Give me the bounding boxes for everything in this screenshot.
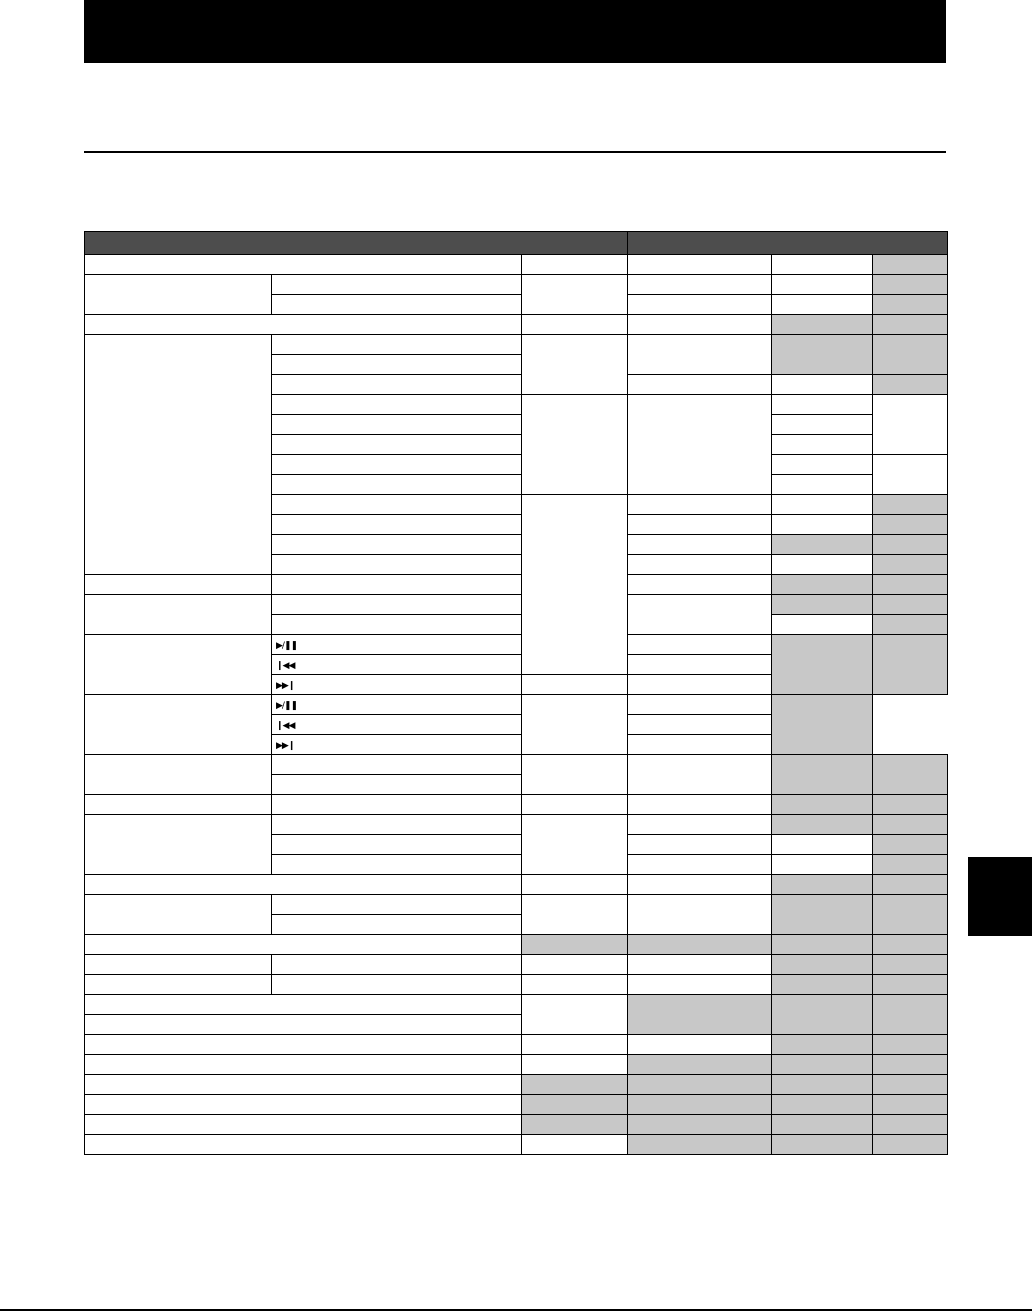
table-cell-unavailable	[873, 795, 948, 815]
table-cell	[85, 1055, 522, 1075]
play-pause-icon: ▶/❚❚	[276, 640, 298, 651]
table-row	[85, 255, 948, 275]
table-cell	[772, 415, 873, 435]
table-cell-unavailable	[772, 1095, 873, 1115]
table-cell-unavailable	[873, 495, 948, 515]
table-cell	[522, 335, 628, 395]
table-cell	[628, 555, 772, 575]
table-cell-unavailable	[628, 995, 772, 1035]
table-cell	[628, 955, 772, 975]
table-cell-unavailable	[873, 1135, 948, 1155]
table-cell	[85, 635, 272, 695]
table-cell	[85, 595, 272, 635]
table-row	[85, 315, 948, 335]
table-cell	[772, 495, 873, 515]
table-cell-unavailable	[873, 315, 948, 335]
table-cell-unavailable	[772, 895, 873, 935]
table-cell	[272, 535, 522, 555]
table-cell	[522, 1035, 628, 1055]
table-cell	[772, 855, 873, 875]
skip-forward-icon: ▶▶❙	[276, 680, 295, 691]
table-row	[85, 895, 948, 915]
play-pause-icon: ▶/❚❚	[276, 700, 298, 711]
table-cell	[85, 895, 272, 935]
table-cell	[272, 795, 522, 815]
table-cell	[628, 815, 772, 835]
table-cell-unavailable	[873, 295, 948, 315]
table-cell-unavailable	[772, 1075, 873, 1095]
table-cell-unavailable	[873, 755, 948, 795]
skip-back-icon: ❙◀◀	[276, 720, 295, 731]
table-cell-unavailable	[628, 1055, 772, 1075]
table-row	[85, 1135, 948, 1155]
table-cell-unavailable	[772, 1115, 873, 1135]
table-cell	[272, 355, 522, 375]
table-cell-unavailable	[873, 275, 948, 295]
table-cell	[628, 495, 772, 515]
table-cell	[522, 795, 628, 815]
table-cell	[85, 995, 522, 1015]
table-cell	[85, 875, 522, 895]
table-cell	[272, 735, 522, 755]
table-cell-unavailable	[628, 1095, 772, 1115]
table-cell	[772, 475, 873, 495]
header-device-cell	[628, 232, 948, 255]
table-cell	[873, 455, 948, 495]
table-cell	[522, 1135, 628, 1155]
table-cell	[272, 635, 522, 655]
table-cell	[85, 315, 522, 335]
table-cell	[628, 835, 772, 855]
table-cell	[522, 395, 628, 495]
table-row	[85, 1035, 948, 1055]
table-row	[85, 695, 948, 715]
table-cell-unavailable	[873, 1075, 948, 1095]
table-cell	[85, 815, 272, 875]
table-cell-unavailable	[873, 875, 948, 895]
table-cell-unavailable	[772, 635, 873, 695]
table-cell	[628, 655, 772, 675]
table-cell	[85, 1135, 522, 1155]
table-cell-unavailable	[772, 755, 873, 795]
table-row	[85, 755, 948, 775]
table-cell-unavailable	[873, 255, 948, 275]
table-cell	[873, 395, 948, 455]
table-cell	[272, 275, 522, 295]
table-row	[85, 1115, 948, 1135]
table-cell	[272, 495, 522, 515]
table-cell	[628, 715, 772, 735]
skip-back-icon: ❙◀◀	[276, 660, 295, 671]
table-cell	[522, 755, 628, 795]
table-cell	[272, 955, 522, 975]
table-cell-unavailable	[873, 1095, 948, 1115]
table-cell	[85, 695, 272, 755]
table-cell	[272, 475, 522, 495]
table-cell	[85, 1115, 522, 1135]
table-cell	[628, 975, 772, 995]
table-cell-unavailable	[772, 595, 873, 615]
table-cell	[85, 1015, 522, 1035]
table-cell-unavailable	[772, 875, 873, 895]
table-cell	[272, 435, 522, 455]
table-cell	[628, 395, 772, 495]
table-cell	[772, 275, 873, 295]
table-cell	[628, 295, 772, 315]
table-cell-unavailable	[873, 815, 948, 835]
table-cell-unavailable	[873, 635, 948, 695]
table-cell-unavailable	[772, 815, 873, 835]
table-cell	[85, 955, 272, 975]
table-row	[85, 1095, 948, 1115]
table-cell	[522, 955, 628, 975]
table-cell-unavailable	[772, 1035, 873, 1055]
table-cell	[628, 535, 772, 555]
table-cell-unavailable	[873, 535, 948, 555]
table-cell	[628, 375, 772, 395]
table-cell-unavailable	[522, 1115, 628, 1135]
table-cell	[85, 255, 522, 275]
table-cell	[522, 315, 628, 335]
table-cell-unavailable	[873, 975, 948, 995]
table-cell-unavailable	[772, 995, 873, 1035]
table-cell	[272, 295, 522, 315]
table-cell	[628, 595, 772, 635]
footer-rule	[0, 1309, 1032, 1311]
table-cell	[272, 835, 522, 855]
table-cell	[628, 855, 772, 875]
table-cell	[628, 875, 772, 895]
table-cell	[772, 375, 873, 395]
table-cell	[522, 975, 628, 995]
table-cell	[628, 515, 772, 535]
table-row	[85, 795, 948, 815]
table-cell	[628, 575, 772, 595]
table-row	[85, 595, 948, 615]
table-cell	[272, 395, 522, 415]
table-cell	[628, 635, 772, 655]
table-cell	[628, 335, 772, 375]
table-cell	[272, 615, 522, 635]
table-cell	[272, 555, 522, 575]
table-cell	[772, 295, 873, 315]
table-cell	[85, 795, 272, 815]
table-cell	[272, 755, 522, 775]
table-cell	[272, 975, 522, 995]
table-cell	[272, 375, 522, 395]
table-cell-unavailable	[873, 935, 948, 955]
table-cell	[772, 455, 873, 475]
table-cell-unavailable	[772, 575, 873, 595]
table-cell	[272, 695, 522, 715]
table-cell	[272, 595, 522, 615]
table-cell	[628, 1035, 772, 1055]
table-cell	[628, 315, 772, 335]
table-cell-unavailable	[628, 1075, 772, 1095]
table-cell-unavailable	[522, 1095, 628, 1115]
table-cell-unavailable	[873, 995, 948, 1035]
table-cell	[272, 775, 522, 795]
table-cell	[522, 495, 628, 675]
table-cell	[272, 855, 522, 875]
table-cell-unavailable	[772, 1055, 873, 1075]
table-cell	[772, 555, 873, 575]
function-compatibility-table	[84, 231, 948, 1155]
table-cell	[272, 915, 522, 935]
table-cell	[628, 895, 772, 935]
table-row	[85, 635, 948, 655]
table-cell	[628, 755, 772, 795]
table-cell	[272, 675, 522, 695]
table-cell	[85, 935, 522, 955]
table-cell	[628, 275, 772, 295]
table-cell	[522, 1055, 628, 1075]
table-cell-unavailable	[628, 1135, 772, 1155]
table-cell-unavailable	[873, 1035, 948, 1055]
table-cell	[522, 255, 628, 275]
table-cell	[272, 815, 522, 835]
table-cell	[272, 415, 522, 435]
table-cell	[85, 1095, 522, 1115]
table-cell	[85, 1035, 522, 1055]
table-cell	[522, 675, 628, 695]
table-cell	[272, 655, 522, 675]
table-cell-unavailable	[772, 795, 873, 815]
table-cell-unavailable	[772, 315, 873, 335]
table-cell	[522, 695, 628, 755]
table-cell	[522, 895, 628, 935]
table-cell-unavailable	[772, 695, 873, 755]
table-cell	[772, 835, 873, 855]
table-cell-unavailable	[873, 335, 948, 375]
table-cell	[272, 455, 522, 475]
table-row	[85, 1075, 948, 1095]
table-cell-unavailable	[873, 515, 948, 535]
table-cell-unavailable	[873, 835, 948, 855]
table-cell-unavailable	[873, 855, 948, 875]
table-cell-unavailable	[873, 955, 948, 975]
table-cell-unavailable	[873, 1115, 948, 1135]
table-cell-unavailable	[772, 1135, 873, 1155]
table-cell	[628, 735, 772, 755]
table-cell	[772, 515, 873, 535]
table-cell	[628, 795, 772, 815]
title-bar	[84, 0, 946, 63]
table-cell-unavailable	[772, 975, 873, 995]
table-cell	[522, 995, 628, 1035]
table-cell	[628, 255, 772, 275]
table-row	[85, 935, 948, 955]
table-cell	[85, 975, 272, 995]
table-row	[85, 875, 948, 895]
table-cell-unavailable	[873, 375, 948, 395]
table-cell-unavailable	[873, 1055, 948, 1075]
table-row	[85, 815, 948, 835]
table-cell	[628, 695, 772, 715]
table-cell	[85, 275, 272, 315]
table-cell	[772, 255, 873, 275]
table-cell-unavailable	[772, 335, 873, 375]
table-cell	[85, 335, 272, 575]
table-cell	[772, 435, 873, 455]
table-cell-unavailable	[772, 935, 873, 955]
table-cell	[85, 1075, 522, 1095]
header-function-cell	[85, 232, 628, 255]
table-cell-unavailable	[772, 955, 873, 975]
table-row	[85, 335, 948, 355]
table-cell-unavailable	[772, 535, 873, 555]
table-cell	[772, 395, 873, 415]
table-cell-unavailable	[873, 615, 948, 635]
table-cell-unavailable	[628, 1115, 772, 1135]
table-cell-unavailable	[522, 1075, 628, 1095]
table-cell-unavailable	[873, 595, 948, 615]
table-cell-unavailable	[873, 575, 948, 595]
table-cell	[272, 715, 522, 735]
table-cell-unavailable	[873, 555, 948, 575]
table-cell	[272, 575, 522, 595]
table-row	[85, 275, 948, 295]
table-cell	[272, 515, 522, 535]
table-cell	[85, 755, 272, 795]
table-cell	[272, 895, 522, 915]
table-cell-unavailable	[873, 895, 948, 935]
table-row	[85, 955, 948, 975]
table-row	[85, 995, 948, 1015]
table-cell	[522, 875, 628, 895]
table-cell-unavailable	[628, 935, 772, 955]
table-header-row	[85, 232, 948, 255]
table-row	[85, 975, 948, 995]
chapter-side-tab	[968, 857, 1032, 936]
table-cell	[772, 615, 873, 635]
table-cell-unavailable	[522, 935, 628, 955]
table-cell	[272, 335, 522, 355]
table-cell	[522, 275, 628, 315]
section-rule	[84, 151, 946, 153]
table-cell	[522, 815, 628, 875]
skip-forward-icon: ▶▶❙	[276, 740, 295, 751]
table-cell	[85, 575, 272, 595]
